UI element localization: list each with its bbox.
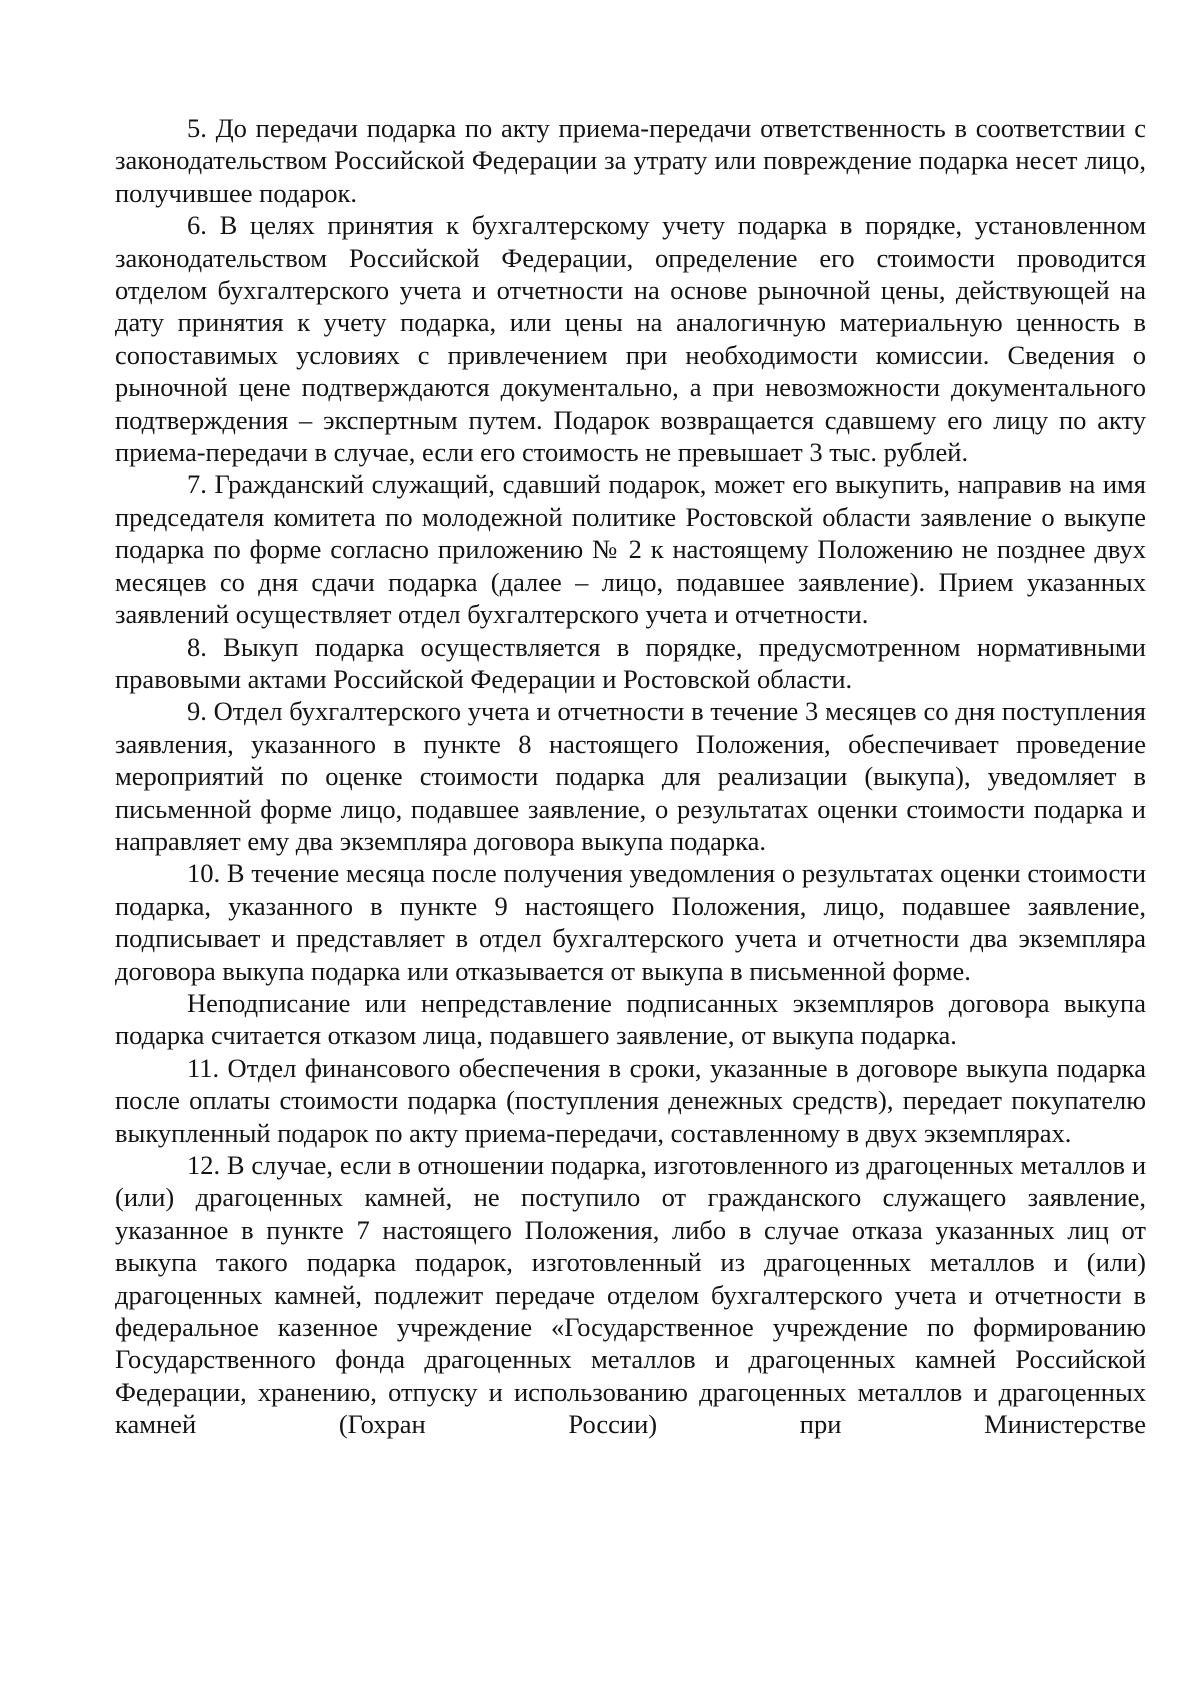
- paragraph-6: 6. В целях принятия к бухгалтерскому учету подарка в порядке, установленном законодательством Российской Федерации, определение его стоимости проводится отделом бухгалтерского учета и отчетности на основе рыночной цены, действующей на дату принятия к учету подарка, или цены на аналогичную материальную ценность в сопоставимых условиях с привлечением при необходимости комиссии. Сведения о рыночной цене подтверждаются документально, а при невозможности документального подтверждения – экспертным путем. Подарок возвращается сдавшему его лицу по акту приема-передачи в случае, если его стоимость не превышает 3 тыс. рублей.: [115, 210, 1146, 468]
- paragraph-11: 11. Отдел финансового обеспечения в сроки, указанные в договоре выкупа подарка после оплаты стоимости подарка (поступления денежных средств), передает покупателю выкупленный подарок по акту приема-передачи, составленному в двух экземплярах.: [115, 1052, 1146, 1148]
- paragraph-7: 7. Гражданский служащий, сдавший подарок, может его выкупить, направив на имя председателя комитета по молодежной политике Ростовской области заявление о выкупе подарка по форме согласно приложению № 2 к настоящему Положению не позднее двух месяцев со дня сдачи подарка (далее – лицо, подавшее заявление). Прием указанных заявлений осуществляет отдел бухгалтерского учета и отчетности.: [115, 469, 1146, 630]
- paragraph-5: 5. До передачи подарка по акту приема-передачи ответственность в соответствии с законодательством Российской Федерации за утрату или повреждение подарка несет лицо, получившее подарок.: [115, 113, 1146, 208]
- paragraph-10-continuation: Неподписание или непредставление подписанных экземпляров договора выкупа подарка считается отказом лица, подавшего заявление, от выкупа подарка.: [115, 987, 1146, 1051]
- paragraph-12: 12. В случае, если в отношении подарка, изготовленного из драгоценных металлов и (или) драгоценных камней, не поступило от гражданского служащего заявление, указанное в пункте 7 настоящего Положения, либо в случае отказа указанных лиц от выкупа такого подарка подарок, изготовленный из драгоценных металлов и (или) драгоценных камней, подлежит передаче отделом бухгалтерского учета и отчетности в федеральное казенное учреждение «Государственное учреждение по формированию Государственного фонда драгоценных металлов и драгоценных камней Российской Федерации, хранению, отпуску и использованию драгоценных металлов и драгоценных камней (Гохран России) при Министерстве: [115, 1150, 1146, 1440]
- document-body: [115, 112, 1146, 1441]
- paragraph-10: 10. В течение месяца после получения уведомления о результатах оценки стоимости подарка, указанного в пункте 9 настоящего Положения, лицо, подавшее заявление, подписывает и представляет в отдел бухгалтерского учета и отчетности два экземпляра договора выкупа подарка или отказывается от выкупа в письменной форме.: [115, 858, 1146, 986]
- paragraph-9: 9. Отдел бухгалтерского учета и отчетности в течение 3 месяцев со дня поступления заявления, указанного в пункте 8 настоящего Положения, обеспечивает проведение мероприятий по оценке стоимости подарка для реализации (выкупа), уведомляет в письменной форме лицо, подавшее заявление, о результатах оценки стоимости подарка и направляет ему два экземпляра договора выкупа подарка.: [115, 696, 1146, 856]
- paragraph-8: 8. Выкуп подарка осуществляется в порядке, предусмотренном нормативными правовыми актами Российской Федерации и Ростовской области.: [115, 631, 1146, 694]
